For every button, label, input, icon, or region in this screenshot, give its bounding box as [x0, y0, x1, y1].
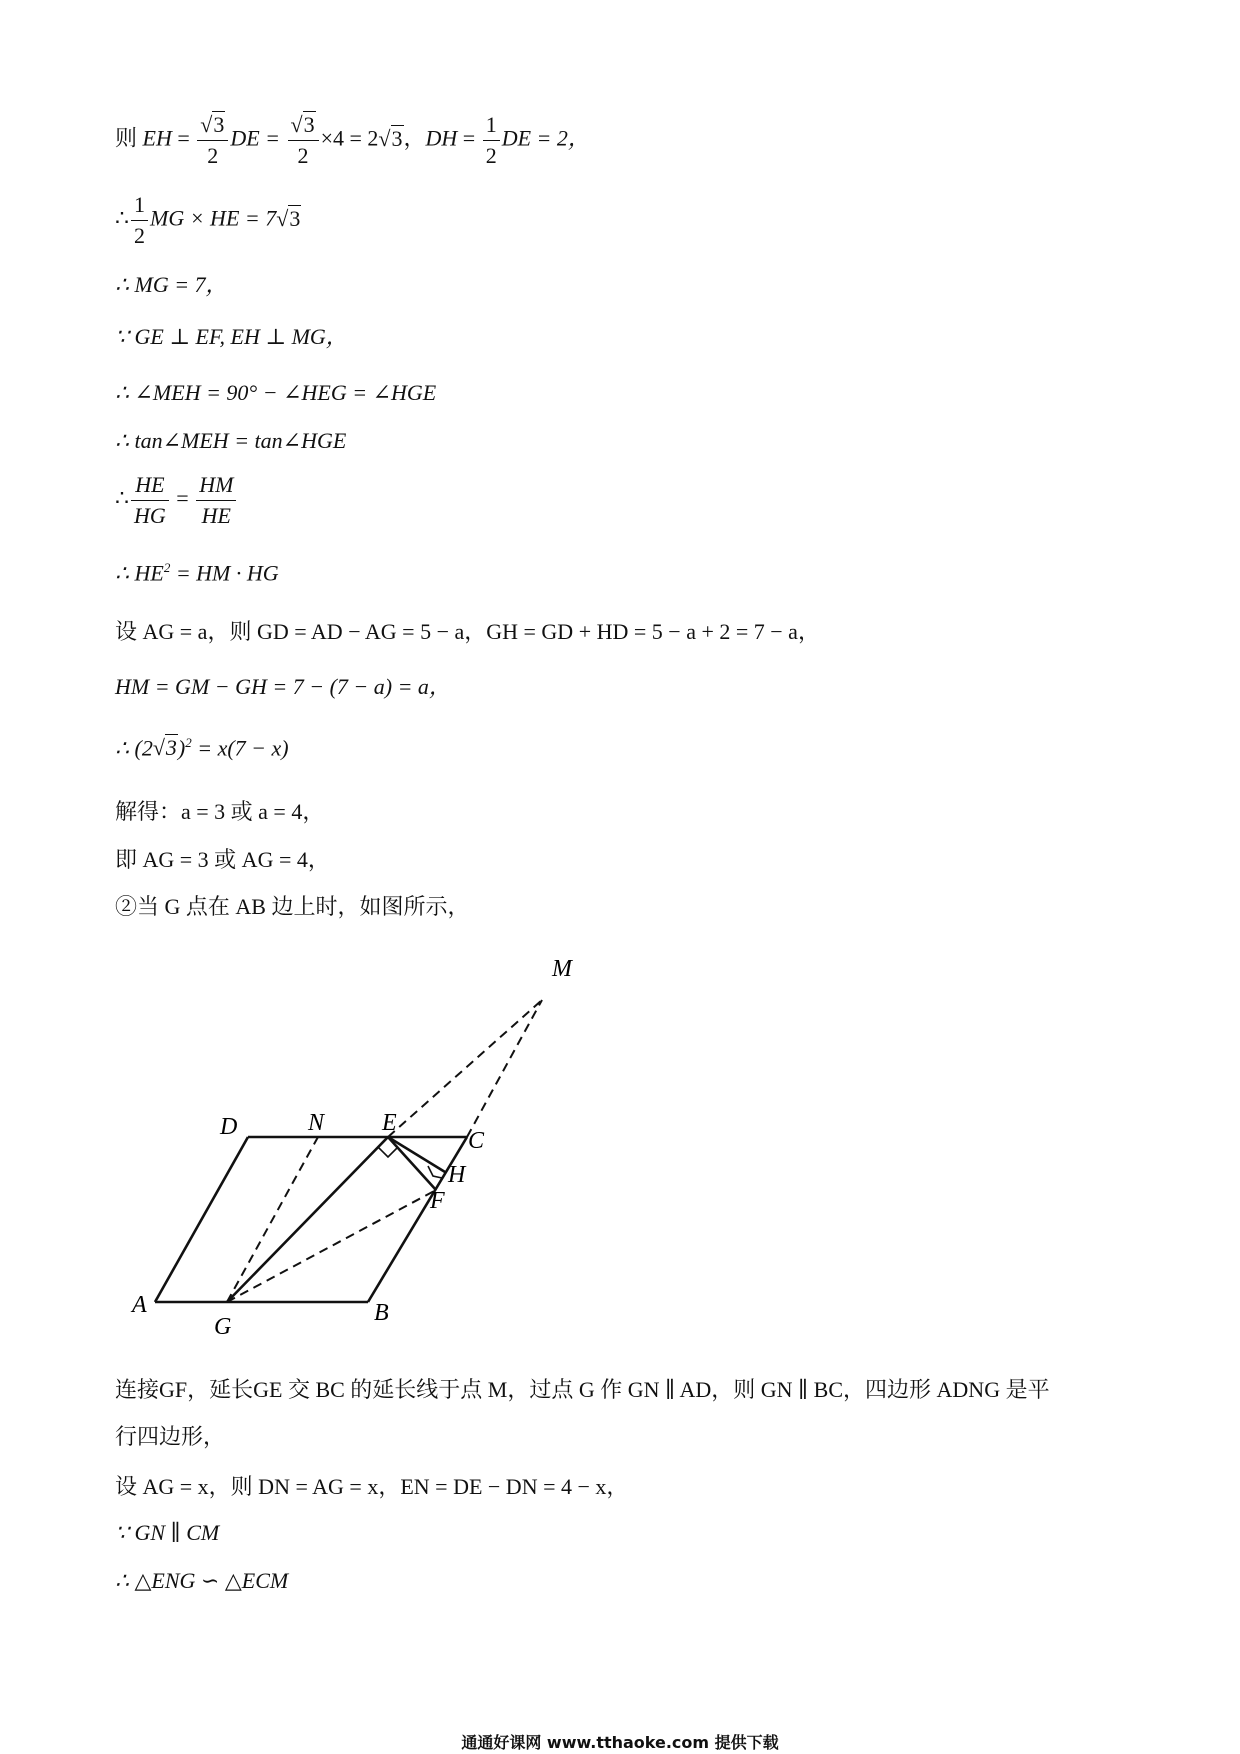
- fraction: [196, 470, 236, 531]
- solution-line-13: 即 AG = 3 或 AG = 4，: [115, 847, 330, 872]
- label-e: E: [382, 1110, 397, 1136]
- label-n: N: [308, 1110, 325, 1136]
- math: ∴ HE: [115, 560, 164, 586]
- radicand: 3: [391, 125, 403, 151]
- therefore-symbol: ∴: [115, 485, 129, 511]
- solution-line-14: ②当 G 点在 AB 边上时，如图所示，: [115, 894, 470, 919]
- radicand: 3: [165, 735, 177, 761]
- label-g: G: [214, 1314, 232, 1340]
- solution-line-2: [115, 190, 301, 251]
- fraction: $\frac{√3}{2}$: [197, 110, 228, 171]
- text: 则: [115, 125, 143, 151]
- math: =: [171, 125, 196, 151]
- sqrt: √3: [276, 205, 301, 231]
- label-h: H: [448, 1162, 466, 1188]
- solution-line-16: 行四边形，: [115, 1424, 226, 1449]
- solution-line-17: 设 AG = x，则 DN = AG = x，EN = DE − DN = 4 − x，: [115, 1474, 629, 1499]
- math: = HM · HG: [170, 560, 279, 586]
- numerator: 1: [483, 110, 500, 141]
- radicand: 3: [213, 112, 225, 137]
- math: = x(7 − x): [191, 735, 289, 761]
- math: DE = 2，: [501, 125, 590, 151]
- geometry-figure: [120, 940, 620, 1345]
- radicand: 3: [289, 205, 301, 231]
- label-a: A: [132, 1292, 147, 1318]
- math: ): [177, 735, 186, 761]
- denominator: HG: [134, 503, 166, 528]
- math: EH: [142, 125, 172, 151]
- label-d: D: [220, 1114, 238, 1140]
- fraction: [131, 190, 148, 251]
- math: ×4 = 2: [320, 125, 379, 151]
- segment-cm-dashed: [467, 1000, 542, 1137]
- solution-line-15: 连接GF，延长GE 交 BC 的延长线于点 M，过点 G 作 GN ∥ AD，则 GN ∥ BC，四边形 ADNG 是平: [115, 1377, 1050, 1402]
- numerator: 1: [131, 190, 148, 221]
- text: ，: [403, 125, 426, 151]
- solution-line-4: ∵ GE ⊥ EF, EH ⊥ MG，: [115, 324, 348, 349]
- solution-line-11: [115, 735, 289, 761]
- exponent: 2: [163, 560, 171, 575]
- math: DH: [425, 125, 458, 151]
- right-angle-mark-e: [378, 1147, 398, 1157]
- sqrt: √3: [152, 735, 177, 761]
- denominator: 2: [297, 143, 309, 168]
- denominator: 2: [485, 143, 497, 168]
- solution-line-6: ∴ tan∠MEH = tan∠HGE: [115, 428, 347, 453]
- math: ∴ (2: [115, 735, 153, 761]
- solution-line-8: [115, 560, 279, 586]
- denominator: HE: [201, 503, 231, 528]
- math: MG × HE = 7: [150, 205, 277, 231]
- solution-line-19: ∴ △ENG ∽ △ECM: [115, 1568, 289, 1593]
- fraction: [483, 110, 500, 171]
- solution-line-18: ∵ GN ∥ CM: [115, 1520, 220, 1545]
- label-b: B: [374, 1300, 389, 1326]
- denominator: 2: [134, 223, 145, 248]
- solution-line-10: HM = GM − GH = 7 − (7 − a) = a，: [115, 674, 451, 699]
- numerator: HE: [131, 470, 169, 501]
- fraction: [131, 470, 169, 531]
- math: =: [457, 125, 481, 151]
- radicand: 3: [303, 112, 315, 137]
- label-f: F: [430, 1188, 445, 1214]
- solution-line-7: [115, 470, 238, 531]
- parallelogram-diagram: [120, 940, 620, 1340]
- solution-line-12: 解得：a = 3 或 a = 4，: [115, 799, 325, 824]
- solution-line-3: ∴ MG = 7，: [115, 272, 228, 297]
- segment-em-dashed: [388, 1000, 542, 1137]
- segment-da: [155, 1137, 248, 1302]
- segment-ge: [227, 1137, 388, 1302]
- exponent: 2: [185, 735, 192, 750]
- label-c: C: [468, 1128, 485, 1154]
- numerator: HM: [196, 470, 236, 501]
- math: DE =: [230, 125, 286, 151]
- math: =: [170, 485, 195, 511]
- fraction: $\frac{√3}{2}$: [288, 110, 319, 171]
- footer-watermark: 通通好课网 www.tthaoke.com 提供下载: [461, 1733, 779, 1752]
- denominator: 2: [207, 143, 219, 168]
- solution-line-5: ∴ ∠MEH = 90° − ∠HEG = ∠HGE: [115, 380, 437, 405]
- solution-line-1: [115, 110, 590, 171]
- solution-line-9: 设 AG = a，则 GD = AD − AG = 5 − a，GH = GD + HD = 5 − a + 2 = 7 − a，: [115, 619, 820, 644]
- label-m: M: [552, 956, 572, 982]
- therefore-symbol: ∴: [115, 205, 129, 231]
- sqrt: √3: [378, 125, 403, 151]
